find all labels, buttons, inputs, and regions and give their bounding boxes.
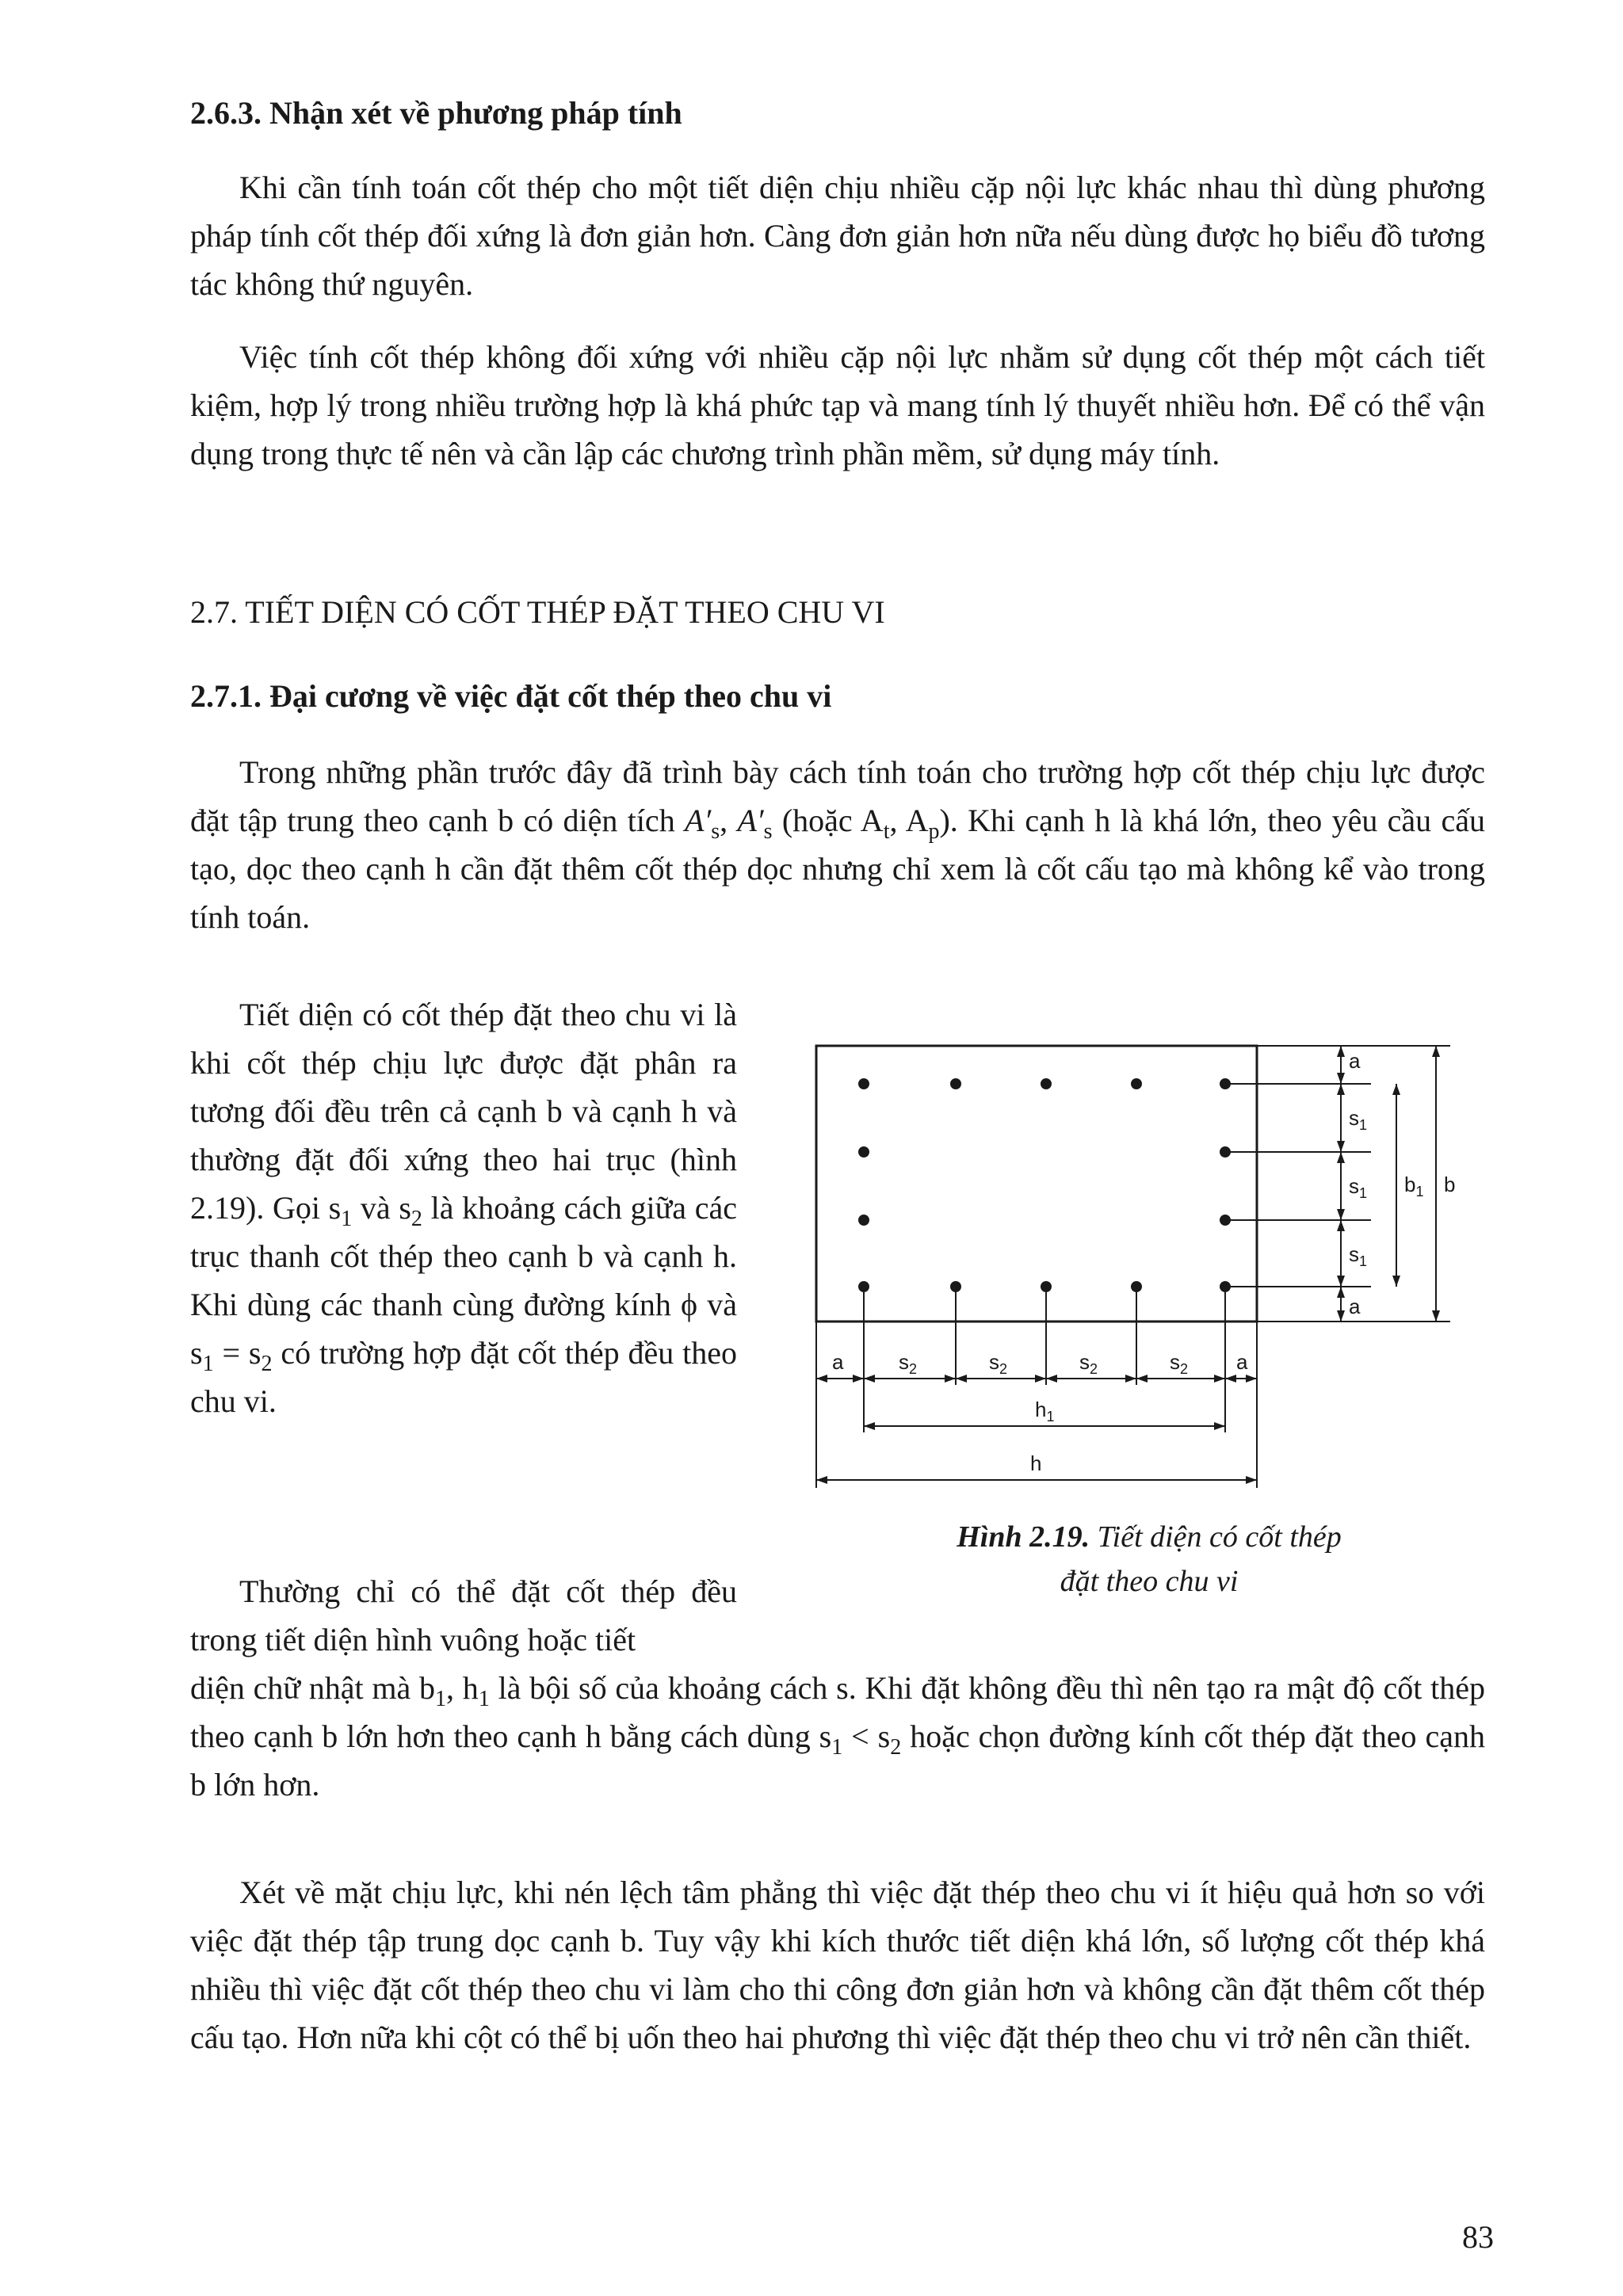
label-s2: $s_2$: [1079, 1350, 1098, 1377]
paragraph-text: Khi cần tính toán cốt thép cho một tiết diện chịu nhiều cặp nội lực khác nhau thì dùng phương pháp tính cốt thép đối xứng là đơn giản hơn. Càng đơn giản hơn nữa nếu dùng được họ biểu đồ tương tác không thứ nguyên.: [190, 170, 1485, 302]
paragraph: diện chữ nhật mà $b_1$, $h_1$ là bội số của khoảng cách s. Khi đặt không đều thì nên tạo ra mật độ cốt thép theo cạnh b lớn hơn theo cạnh h bằng cách dùng $s_1 < s_2$ hoặc chọn đường kính cốt thép đặt theo cạnh b lớn hơn.: [190, 1670, 1485, 1802]
label-a-top: a: [1349, 1049, 1361, 1073]
label-s1: $s_1$: [1349, 1174, 1368, 1201]
label-a-left: a: [832, 1350, 844, 1374]
horizontal-dimension-h1: [864, 1422, 1225, 1430]
paragraph-text: Việc tính cốt thép không đối xứng với nhiều cặp nội lực nhằm sử dụng cốt thép một cách tiết kiệm, hợp lý trong nhiều trường hợp là khá phức tạp và mang tính lý thuyết nhiều hơn. Để có thể vận dụng trong thực tế nên và cần lập các chương trình phần mềm, sử dụng máy tính.: [190, 339, 1485, 471]
paragraph: Trong những phần trước đây đã trình bày cách tính toán cho trường hợp cốt thép chịu lực được đặt tập trung theo cạnh b có diện tích $A'_s$, $A'_s$ (hoặc $A_t$, $A_p$). Khi cạnh h là khá lớn, theo yêu cầu cấu tạo, dọc theo cạnh h cần đặt thêm cốt thép dọc nhưng chỉ xem là cốt cấu tạo mà không kể vào trong tính toán.: [190, 754, 1485, 935]
label-s2: $s_2$: [1170, 1350, 1189, 1377]
section-heading-27: [190, 588, 1485, 636]
section-heading-271: [190, 672, 1485, 720]
bottom-labels: [832, 1350, 1248, 1475]
label-h1: $h_1$: [1035, 1398, 1055, 1425]
heading-text: 2.7.1. Đại cương về việc đặt cốt thép theo chu vi: [190, 678, 832, 714]
label-s1: $s_1$: [1349, 1106, 1368, 1133]
section-heading-263: [190, 89, 1485, 137]
paragraph-lead: Thường chỉ có thể đặt cốt thép đều trong tiết diện hình vuông hoặc tiết: [190, 1573, 737, 1657]
right-labels: [1349, 1049, 1455, 1318]
figure-2-19: [800, 1005, 1498, 1496]
label-b: b: [1444, 1173, 1456, 1196]
label-h: h: [1030, 1451, 1042, 1475]
label-s2: $s_2$: [899, 1350, 918, 1377]
paragraph: [190, 163, 1485, 308]
horizontal-dimension-s2: [816, 1375, 1257, 1383]
heading-text: 2.7. TIẾT DIỆN CÓ CỐT THÉP ĐẶT THEO CHU VI: [190, 594, 885, 630]
page-number: 83: [1462, 2219, 1494, 2255]
cross-section-diagram: [800, 1005, 1498, 1496]
paragraph: Xét về mặt chịu lực, khi nén lệch tâm phẳng thì việc đặt thép theo chu vi ít hiệu quả hơn so với việc đặt thép tập trung dọc cạnh b. Tuy vậy khi kích thước tiết diện khá lớn, số lượng cốt thép khá nhiều thì việc đặt cốt thép theo chu vi làm cho thi công đơn giản hơn và không cần đặt thêm cốt thép cấu tạo. Hơn nữa khi cột có thể bị uốn theo hai phương thì việc đặt thép theo chu vi trở nên cần thiết.: [190, 1875, 1485, 2055]
section-outline: [816, 1046, 1257, 1322]
label-a-bottom: a: [1349, 1295, 1361, 1318]
rebars: [858, 1078, 1231, 1292]
heading-text: 2.6.3. Nhận xét về phương pháp tính: [190, 95, 682, 131]
paragraph: Tiết diện có cốt thép đặt theo chu vi là khi cốt thép chịu lực được đặt phân ra tương đối đều trên cả cạnh b và cạnh h và thường đặt đối xứng theo hai trục (hình 2.19). Gọi $s_1$ và $s_2$ là khoảng cách giữa các trục thanh cốt thép theo cạnh b và cạnh h. Khi dùng các thanh cùng đường kính ϕ và $s_1 = s_2$ có trường hợp đặt cốt thép đều theo chu vi.: [190, 997, 737, 1419]
figure-caption: Hình 2.19. Tiết diện có cốt thép đặt theo chu vi: [957, 1520, 1342, 1598]
label-a-right: a: [1236, 1350, 1248, 1374]
vertical-dimension-s1: [1337, 1046, 1345, 1322]
horizontal-dimension-h: [816, 1476, 1257, 1484]
paragraph: [190, 333, 1485, 478]
label-b1: $b_1$: [1404, 1173, 1424, 1199]
vertical-dimension-b: [1432, 1046, 1440, 1322]
label-s1: $s_1$: [1349, 1242, 1368, 1269]
vertical-dimension-b1: [1392, 1084, 1400, 1287]
label-s2: $s_2$: [989, 1350, 1008, 1377]
